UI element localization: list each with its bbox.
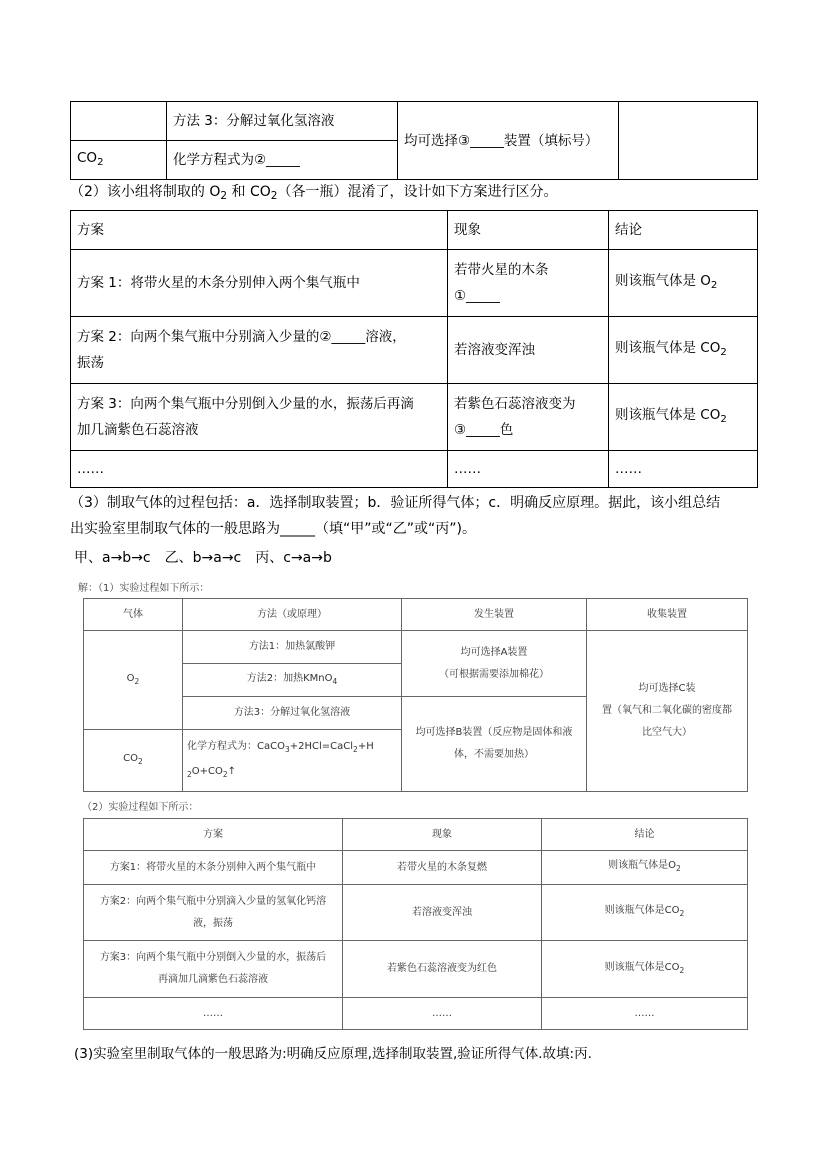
text: ↑ xyxy=(227,765,237,777)
subscript: 2 xyxy=(187,769,192,779)
solution-table-1 xyxy=(83,598,748,792)
cell xyxy=(448,250,609,317)
cell: 均可选择③_____装置（填标号） xyxy=(398,102,619,180)
q2-intro xyxy=(70,180,557,208)
co2-label: CO xyxy=(77,149,98,166)
cell xyxy=(542,885,748,941)
subscript: 2 xyxy=(97,156,104,168)
cell: …… xyxy=(609,451,758,488)
cell xyxy=(542,941,748,998)
text: ①_____ xyxy=(454,288,500,304)
cell: 若紫色石蕊溶液变为红色 xyxy=(343,941,542,998)
header-cell: 收集装置 xyxy=(587,599,748,631)
header-cell: 结论 xyxy=(609,211,758,250)
solution-caption-1: 解：（1）实验过程如下所示： xyxy=(78,583,210,594)
cell xyxy=(183,664,402,697)
header-cell: 现象 xyxy=(448,211,609,250)
text: 则该瓶气体是CO xyxy=(604,961,680,973)
subscript: 2 xyxy=(222,769,228,779)
cell: 若带火星的木条复燃 xyxy=(343,851,542,885)
cell: 方案1：将带火星的木条分别伸入两个集气瓶中 xyxy=(84,851,343,885)
solution-table-2 xyxy=(83,818,748,1030)
text: 体，不需要加热） xyxy=(454,749,534,760)
text: 方案3：向两个集气瓶中分别倒入少量的水，振荡后 xyxy=(99,952,327,963)
cell xyxy=(448,384,609,451)
subscript: 2 xyxy=(676,864,681,873)
text: （可根据需要添加棉花） xyxy=(439,668,549,680)
cell xyxy=(84,730,183,792)
text: 方案 2：向两个集气瓶中分别滴入少量的②_____溶液， xyxy=(77,329,406,345)
text: 则该瓶气体是 CO xyxy=(615,406,721,423)
subscript: 2 xyxy=(220,190,228,202)
q3-options: 甲、a→b→c 乙、b→a→c 丙、c→a→b xyxy=(74,550,332,566)
text: O xyxy=(126,672,135,684)
cell: 方法1：加热氯酸钾 xyxy=(183,631,402,664)
cell xyxy=(609,317,758,384)
header-cell: 发生装置 xyxy=(402,599,587,631)
cell xyxy=(84,941,343,998)
subscript: 2 xyxy=(270,190,278,202)
cell: 若溶液变浑浊 xyxy=(343,885,542,941)
cell: 化学方程式为②_____ xyxy=(167,141,398,180)
text: 则该瓶气体是CO xyxy=(604,905,680,916)
text: +2HCl=CaCl xyxy=(289,740,354,752)
text: 置（氧气和二氧化碳的密度都 xyxy=(602,705,732,716)
cell: …… xyxy=(84,998,343,1030)
text: +H xyxy=(357,740,374,752)
subscript: 2 xyxy=(134,676,140,686)
header-cell: 方法（或原理） xyxy=(183,599,402,631)
cell: 方法3：分解过氧化氢溶液 xyxy=(183,697,402,730)
subscript: 3 xyxy=(284,744,290,754)
text: 则该瓶气体是 O xyxy=(615,272,711,289)
header-cell: 方案 xyxy=(71,211,448,250)
text: 则该瓶气体是 CO xyxy=(615,339,721,356)
header-cell: 气体 xyxy=(84,599,183,631)
text: 均可选择B装置（反应物是固体和液 xyxy=(415,727,573,738)
subscript: 2 xyxy=(679,965,685,975)
cell: …… xyxy=(448,451,609,488)
header-cell: 现象 xyxy=(343,819,542,851)
solution-final: (3)实验室里制取气体的一般思路为:明确反应原理,选择制取装置,验证所得气体.故填:丙. xyxy=(74,1046,592,1062)
subscript: 2 xyxy=(710,279,718,291)
cell: …… xyxy=(343,998,542,1030)
q3-line1: （3）制取气体的过程包括：a．选择制取装置；b．验证所得气体；c．明确反应原理。据此，该小组总结 xyxy=(70,495,721,511)
text: 方法2：加热KMnO xyxy=(246,672,333,684)
cell xyxy=(542,851,748,885)
cell: …… xyxy=(71,451,448,488)
cell: …… xyxy=(542,998,748,1030)
cell: 方法 3：分解过氧化氢溶液 xyxy=(167,102,398,141)
text: ③_____色 xyxy=(454,422,514,438)
cell xyxy=(183,730,402,792)
cell xyxy=(71,102,167,141)
cell xyxy=(619,102,758,180)
cell xyxy=(402,631,587,697)
subscript: 4 xyxy=(332,676,338,686)
cell xyxy=(402,697,587,792)
text: 均可选择C装 xyxy=(638,683,696,694)
text: 液，振荡 xyxy=(193,917,233,929)
cell xyxy=(71,317,448,384)
cell xyxy=(71,384,448,451)
cell xyxy=(71,141,167,180)
cell: 方案 1：将带火星的木条分别伸入两个集气瓶中 xyxy=(71,250,448,317)
text: 若紫色石蕊溶液变为 xyxy=(454,396,576,412)
text: 加几滴紫色石蕊溶液 xyxy=(77,422,199,438)
text: 方案 3：向两个集气瓶中分别倒入少量的水，振荡后再滴 xyxy=(77,396,414,412)
cell xyxy=(84,885,343,941)
q2-table xyxy=(70,210,758,488)
header-cell: 结论 xyxy=(542,819,748,851)
text: 振荡 xyxy=(77,355,104,371)
cell xyxy=(587,631,748,792)
text: 比空气大） xyxy=(642,727,692,738)
header-cell: 方案 xyxy=(84,819,343,851)
subscript: 2 xyxy=(720,346,727,358)
text: 若带火星的木条 xyxy=(454,262,549,278)
top-table xyxy=(70,101,758,180)
text: 则该瓶气体是O xyxy=(608,860,677,871)
q3-line2: 出实验室里制取气体的一般思路为_____（填“甲”或“乙”或“丙”)。 xyxy=(70,521,476,537)
cell xyxy=(609,250,758,317)
text: 均可选择A装置 xyxy=(460,646,528,658)
text: （2）该小组将制取的 O xyxy=(70,184,221,200)
text: CO xyxy=(123,753,139,764)
cell xyxy=(609,384,758,451)
text: 再滴加几滴紫色石蕊溶液 xyxy=(158,974,268,985)
cell xyxy=(84,631,183,730)
subscript: 2 xyxy=(138,757,143,766)
text: O+CO xyxy=(191,765,223,777)
solution-caption-2: （2）实验过程如下所示： xyxy=(82,802,199,813)
text: （各一瓶）混淆了，设计如下方案进行区分。 xyxy=(277,184,558,200)
subscript: 2 xyxy=(720,413,727,425)
text: 化学方程式为：CaCO xyxy=(187,740,285,752)
subscript: 2 xyxy=(353,744,358,754)
text: 方案2：向两个集气瓶中分别滴入少量的氢氧化钙溶 xyxy=(99,895,327,907)
subscript: 2 xyxy=(679,909,685,918)
cell: 若溶液变浑浊 xyxy=(448,317,609,384)
text: 和 CO xyxy=(227,184,271,200)
